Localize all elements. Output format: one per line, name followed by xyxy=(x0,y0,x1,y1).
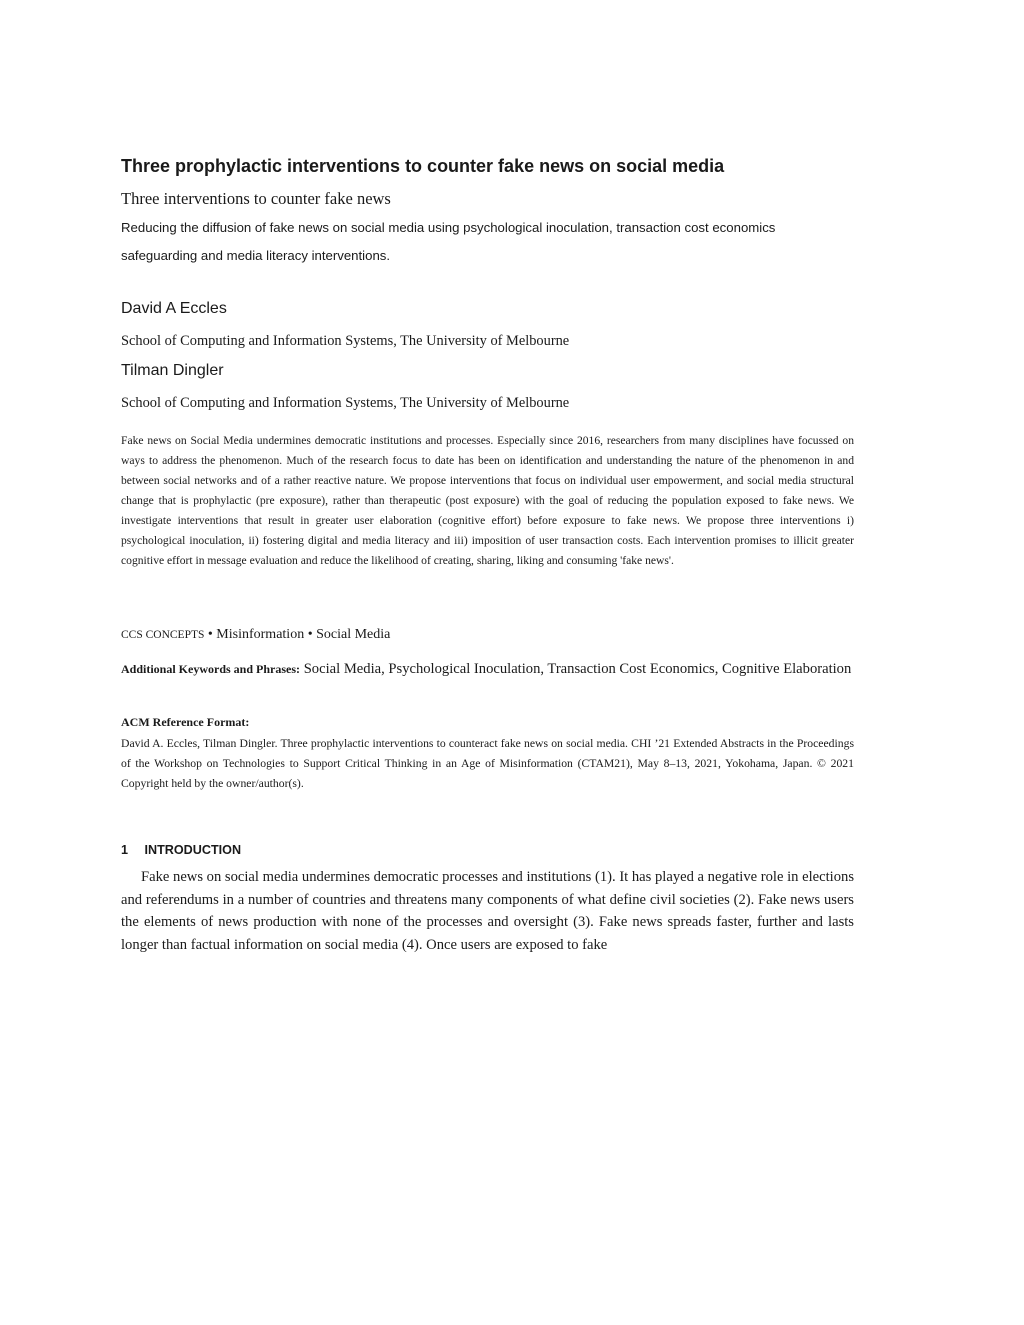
ccs-label: CCS CONCEPTS xyxy=(121,629,205,641)
acm-reference-text: David A. Eccles, Tilman Dingler. Three prophylactic interventions to counteract fake news on social media. CHI ’21 Extended Abstracts in the Proceedings of the Workshop on Technologies to Support Critical Thinking in an Age of Misinformation (CTAM21), May 8–13, 2021, Yokohama, Japan. © 2021 Copyright held by the owner/author(s). xyxy=(121,737,854,790)
abstract: Fake news on Social Media undermines democratic institutions and processes. Especially since 2016, researchers from many disciplines have focussed on ways to address the phenomenon. Much of the research focus to date has been on identification and understanding the nature of the phenomenon in and between social networks and of a rather reactive nature. We propose interventions that focus on individual user empowerment, and social media structural change that is prophylactic (pre exposure), rather than therapeutic (post exposure) with the goal of reducing the population exposed to fake news. We investigate interventions that result in greater user elaboration (cognitive effort) before exposure to fake news. We propose three interventions i) psychological inoculation, ii) fostering digital and media literacy and iii) imposition of user transaction costs. Each intervention promises to illicit greater cognitive effort in message evaluation and reduce the likelihood of creating, sharing, liking and consuming 'fake news'. xyxy=(121,434,854,567)
introduction-paragraph: Fake news on social media undermines democratic processes and institutions (1). It has played a negative role in elections and referendums in a number of countries and threatens many components of what define civil societies (2). Fake news users the elements of news production with none of the processes and oversight (3). Fake news spreads faster, further and lasts longer than factual information on social media (4). Once users are exposed to fake xyxy=(121,869,854,953)
author-name-2: Tilman Dingler xyxy=(121,362,224,379)
keywords xyxy=(121,658,854,681)
paper-title: Three prophylactic interventions to counter fake news on social media xyxy=(121,156,725,176)
paper-subtitle: Reducing the diffusion of fake news on social media using psychological inoculation, transaction cost economics safeguarding and media literacy interventions. xyxy=(121,220,776,263)
acm-reference-heading: ACM Reference Format: xyxy=(121,715,250,729)
author-affiliation-2: School of Computing and Information Systems, The University of Melbourne xyxy=(121,395,570,411)
section-number: 1 xyxy=(121,843,129,857)
section-heading-introduction xyxy=(121,840,854,860)
keywords-label: Additional Keywords and Phrases: xyxy=(121,662,301,676)
ccs-concepts xyxy=(121,624,854,646)
short-title: Three interventions to counter fake news xyxy=(121,189,391,208)
ccs-value: • Misinformation • Social Media xyxy=(207,627,391,642)
section-title: INTRODUCTION xyxy=(144,843,242,857)
keywords-value: Social Media, Psychological Inoculation, Transaction Cost Economics, Cognitive Elaboration xyxy=(303,661,852,677)
author-affiliation-1: School of Computing and Information Systems, The University of Melbourne xyxy=(121,333,570,349)
author-name-1: David A Eccles xyxy=(121,300,227,317)
